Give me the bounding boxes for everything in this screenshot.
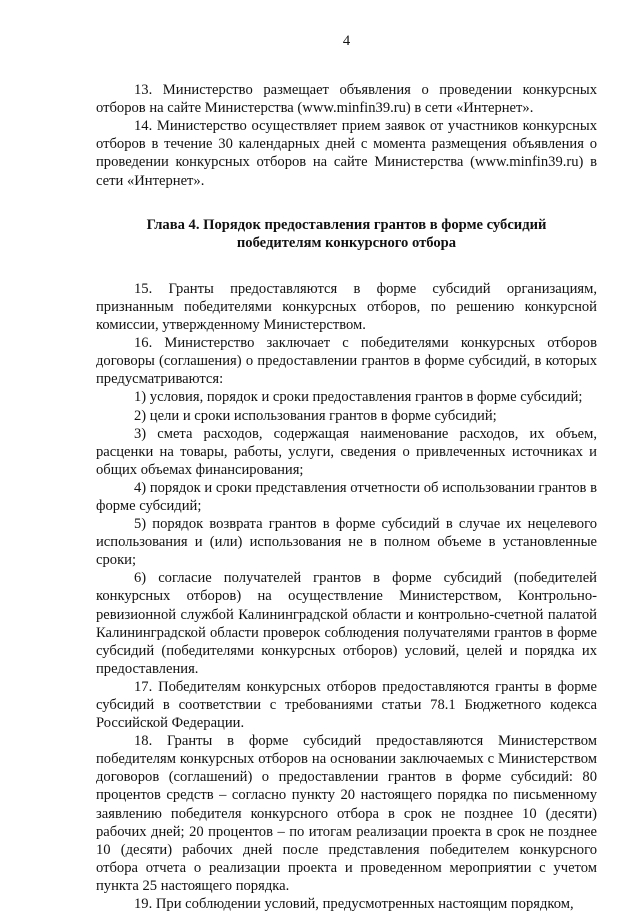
list-item-1: 1) условия, порядок и сроки предоставления грантов в форме субсидий; — [134, 389, 583, 406]
chapter-heading-line-2: победителям конкурсного отбора — [236, 234, 457, 251]
paragraph-14: 14. Министерство осуществляет прием заявок от участников конкурсных отборов в течение 30 календарных дней с момента размещения объявления о проведении конкурсных отборов на сайте Министерства (www.minfin39.ru) в сети «Интернет». — [96, 118, 597, 189]
list-item-3: 3) смета расходов, содержащая наименование расходов, их объем, расценки на товары, работы, услуги, сведения о привлеченных источниках и общих объемах финансирования; — [96, 425, 597, 478]
paragraph-17: 17. Победителям конкурсных отборов предоставляются гранты в форме субсидий в соответствии с требованиями статьи 78.1 Бюджетного кодекса Российской Федерации. — [96, 678, 597, 732]
chapter-heading-line-1: Глава 4. Порядок предоставления грантов в форме субсидий — [146, 216, 547, 233]
paragraph-19: 19. При соблюдении условий, предусмотренных настоящим порядком, — [134, 896, 574, 913]
paragraph-15: 15. Гранты предоставляются в форме субсидий организациям, признанным победителями конкурсных отборов, по решению конкурсной комиссии, утвержденному Министерством. — [96, 280, 597, 334]
paragraph-18: 18. Гранты в форме субсидий предоставляются Министерством победителям конкурсных отборов на основании заключаемых с Министерством договоров (соглашений) о предоставлении грантов в форме субсидий: 80 процентов средств – согласно пункту 20 настоящего порядка по письменному заявлению победителя конкурсного отбора в срок не позднее 10 (десяти) рабочих дней; 20 процентов – по итогам реализации проекта в срок не позднее 10 (десяти) рабочих дней после представления победителем конкурсного отбора отчета о реализации проекта и проведенном мероприятии с учетом пункта 25 настоящего порядка. — [96, 733, 597, 894]
paragraph-16: 16. Министерство заключает с победителями конкурсных отборов договоры (соглашения) о предоставлении грантов в форме субсидий, в которых предусматриваются: — [96, 335, 597, 388]
list-item-5: 5) порядок возврата грантов в форме субсидий в случае их нецелевого использования и (или) использования не в полном объеме в установленные сроки; — [96, 516, 597, 569]
list-item-6: 6) согласие получателей грантов в форме субсидий (победителей конкурсных отборов) на осуществление Министерством, Контрольно-ревизионной службой Калининградской области и контрольно-счетной палатой Калининградской области проверок соблюдения получателями грантов в форме субсидий (победителями конкурсных отборов) условий, целей и порядка их предоставления. — [96, 570, 597, 677]
list-item-2: 2) цели и сроки использования грантов в форме субсидий; — [134, 407, 497, 424]
page-number: 4 — [342, 33, 351, 49]
chapter-heading — [96, 216, 597, 252]
list-item-4: 4) порядок и сроки представления отчетности об использовании грантов в форме субсидий; — [96, 479, 597, 514]
paragraph-13: 13. Министерство размещает объявления о проведении конкурсных отборов на сайте Министерства (www.minfin39.ru) в сети «Интернет». — [96, 82, 597, 117]
